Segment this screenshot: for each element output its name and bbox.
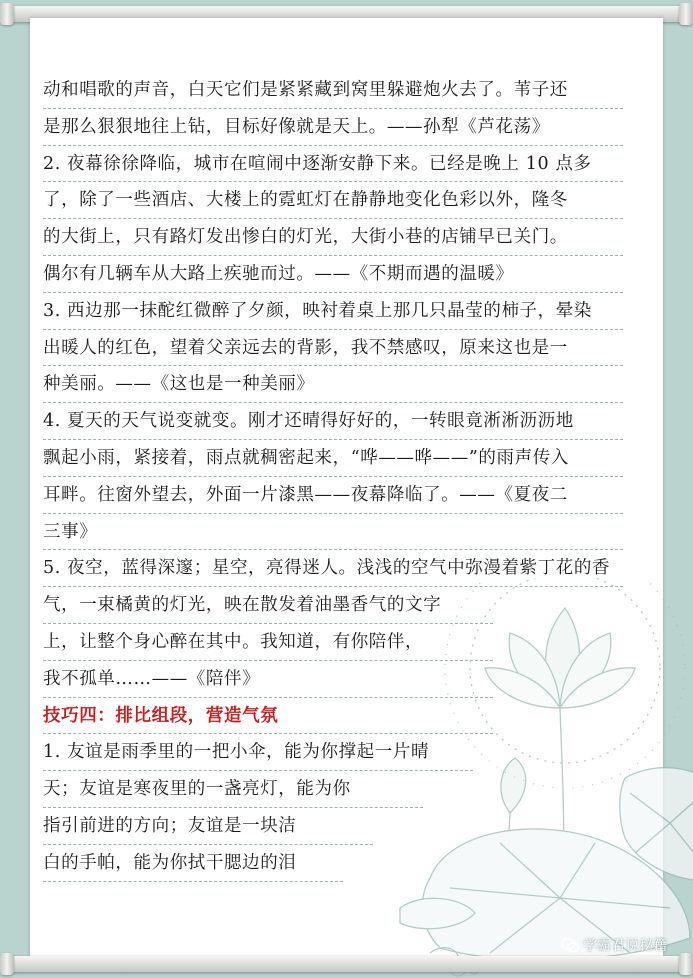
- text-line: 的大街上，只有路灯发出惨白的灯光，大街小巷的店铺早已关门。: [43, 219, 631, 256]
- watermark-text: 学霸君说秘籍: [583, 938, 667, 954]
- text-line: 飘起小雨，紧接着，雨点就稠密起来，“哗——哗——”的雨声传入: [43, 440, 631, 477]
- scroll-knob-right: [679, 3, 693, 25]
- text-line: 动和唱歌的声音，白天它们是紧紧藏到窝里躲避炮火去了。苇子还: [43, 72, 631, 109]
- text-line: 气，一束橘黄的灯光，映在散发着油墨香气的文字: [43, 587, 631, 624]
- text-line: 我不孤单……——《陪伴》: [43, 661, 631, 698]
- text-line: 2. 夜幕徐徐降临，城市在喧闹中逐渐安静下来。已经是晚上 10 点多: [43, 146, 631, 183]
- article-body: [43, 72, 631, 882]
- text-line: 1. 友谊是雨季里的一把小伞，能为你撑起一片晴: [43, 734, 631, 771]
- text-line: 出暖人的红色，望着父亲远去的背影，我不禁感叹，原来这也是一: [43, 330, 631, 367]
- text-line: 偶尔有几辆车从大路上疾驰而过。——《不期而遇的温暖》: [43, 256, 631, 293]
- text-line: 指引前进的方向；友谊是一块洁: [43, 808, 631, 845]
- scroll-knob-left: [0, 953, 14, 975]
- text-line: 3. 西边那一抹酡红微醉了夕颜，映衬着桌上那几只晶莹的柿子，晕染: [43, 293, 631, 330]
- watermark: [561, 935, 667, 955]
- text-line: 种美丽。——《这也是一种美丽》: [43, 366, 631, 403]
- text-line: 三事》: [43, 514, 631, 551]
- text-line: 是那么狠狠地往上钻，目标好像就是天上。——孙犁《芦花荡》: [43, 109, 631, 146]
- scroll-knob-right: [679, 953, 693, 975]
- text-line: 白的手帕，能为你拭干腮边的泪: [43, 845, 631, 882]
- text-line: 上，让整个身心醉在其中。我知道，有你陪伴，: [43, 624, 631, 661]
- scroll-paper: [30, 18, 663, 956]
- scroll-rod-bottom: [4, 956, 689, 972]
- scroll-knob-left: [0, 3, 14, 25]
- text-line: 天；友谊是寒夜里的一盏亮灯，能为你: [43, 771, 631, 808]
- text-line: 4. 夏天的天气说变就变。刚才还晴得好好的，一转眼竟淅淅沥沥地: [43, 403, 631, 440]
- wechat-icon: [561, 938, 579, 953]
- section-heading: 技巧四：排比组段，营造气氛: [43, 698, 631, 735]
- text-line: 了，除了一些酒店、大楼上的霓虹灯在静静地变化色彩以外，隆冬: [43, 182, 631, 219]
- text-line: 耳畔。往窗外望去，外面一片漆黑——夜幕降临了。——《夏夜二: [43, 477, 631, 514]
- text-line: 5. 夜空，蓝得深邃；星空，亮得迷人。浅浅的空气中弥漫着紫丁花的香: [43, 550, 631, 587]
